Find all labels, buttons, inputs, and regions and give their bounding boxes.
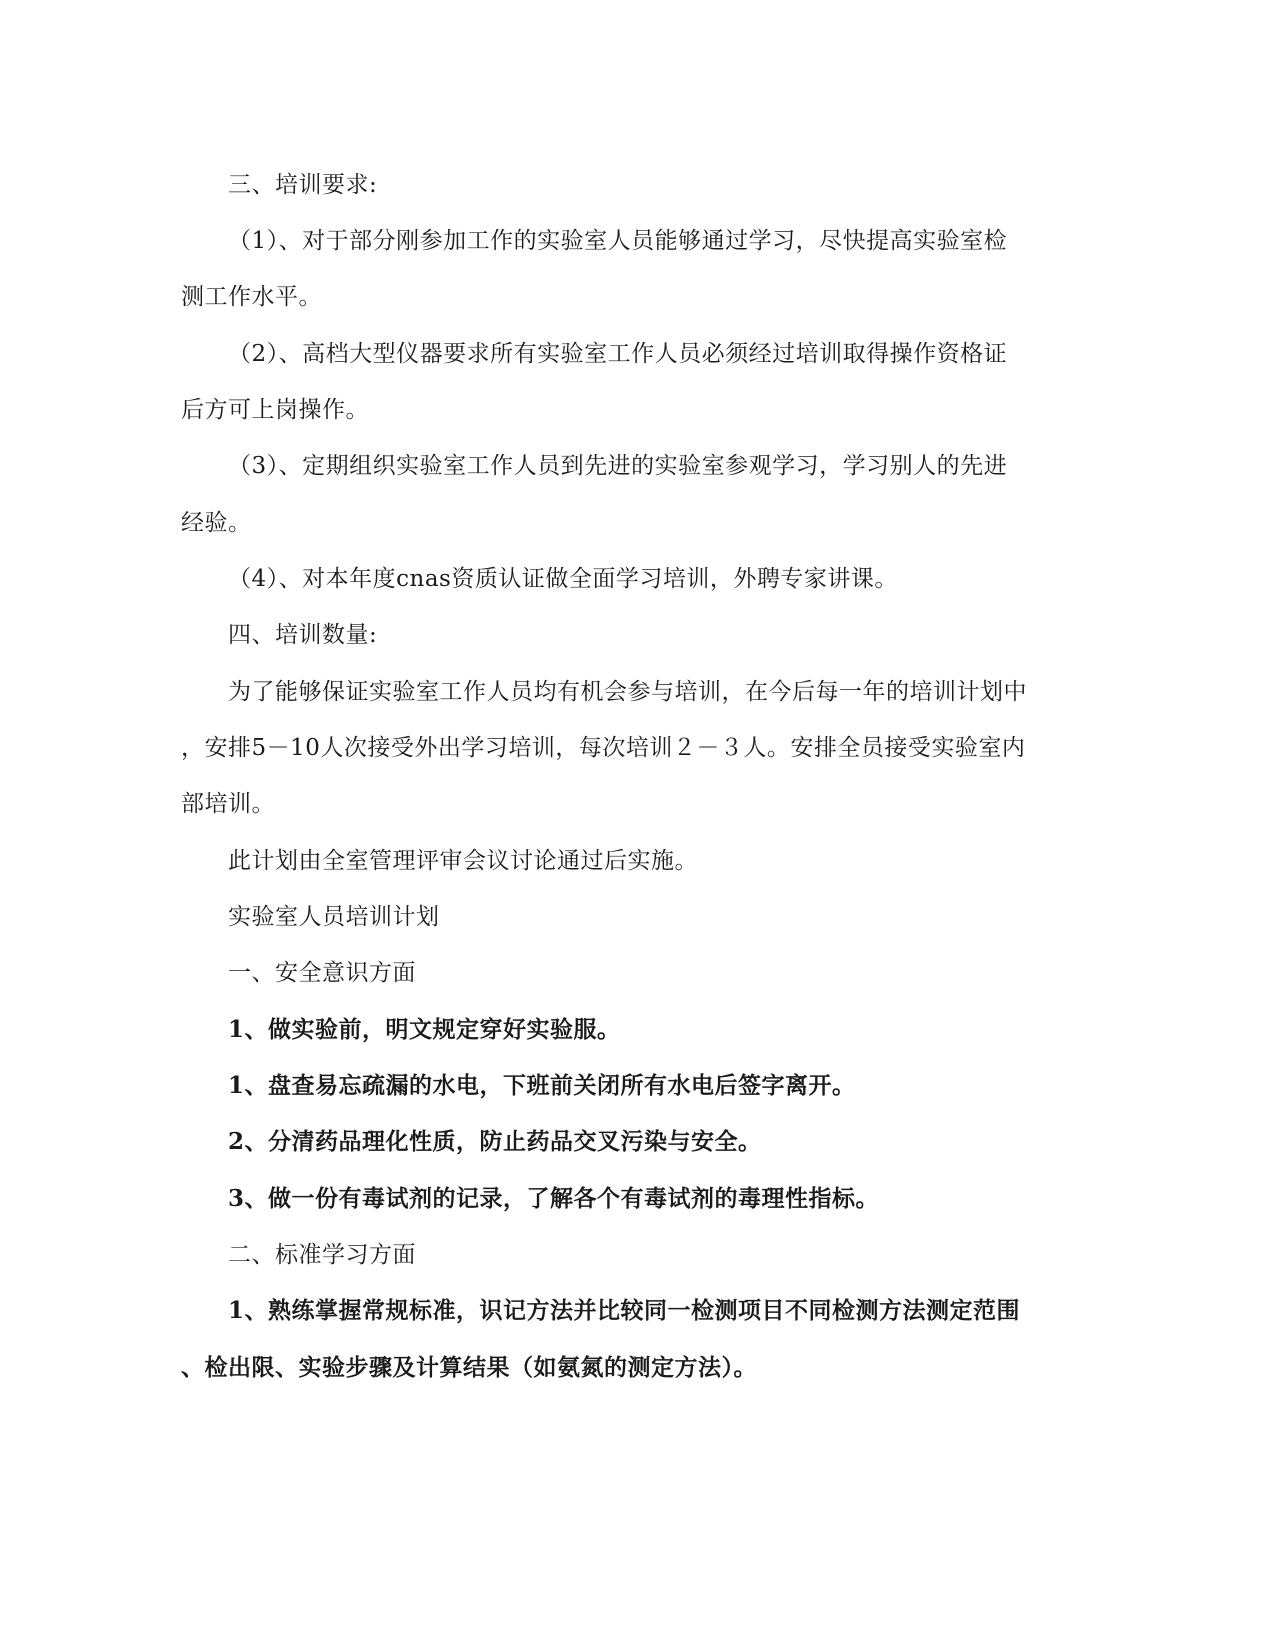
requirement-2-line-2: 后方可上岗操作。 xyxy=(181,397,369,423)
standards-item-1-line-1: 1、熟练掌握常规标准，识记方法并比较同一检测项目不同检测方法测定范围 xyxy=(228,1297,1021,1324)
quantity-paragraph-line-2: ，安排5－10人次接受外出学习培训，每次培训２－３人。安排全员接受实验室内 xyxy=(181,735,1026,761)
requirement-1-line-2: 测工作水平。 xyxy=(181,284,322,310)
requirement-2-line-1: （2）、高档大型仪器要求所有实验室工作人员必须经过培训取得操作资格证 xyxy=(228,341,1008,367)
section-heading-training-quantity: 四、培训数量: xyxy=(228,622,378,648)
section-heading-standards: 二、标准学习方面 xyxy=(228,1242,416,1268)
section-heading-safety: 一、安全意识方面 xyxy=(228,960,416,986)
requirement-3-line-2: 经验。 xyxy=(181,510,252,536)
approval-statement: 此计划由全室管理评审会议讨论通过后实施。 xyxy=(228,848,698,874)
requirement-3-line-1: （3）、定期组织实验室工作人员到先进的实验室参观学习，学习别人的先进 xyxy=(228,453,1008,479)
standards-item-1-line-2: 、检出限、实验步骤及计算结果（如氨氮的测定方法）。 xyxy=(181,1354,757,1381)
safety-item-4: 3、做一份有毒试剂的记录，了解各个有毒试剂的毒理性指标。 xyxy=(228,1185,880,1212)
quantity-paragraph-line-1: 为了能够保证实验室工作人员均有机会参与培训，在今后每一年的培训计划中 xyxy=(228,679,1027,705)
safety-item-2: 1、盘查易忘疏漏的水电，下班前关闭所有水电后签字离开。 xyxy=(228,1072,856,1099)
requirement-4: （4）、对本年度cnas资质认证做全面学习培训，外聘专家讲课。 xyxy=(228,566,898,592)
plan-title: 实验室人员培训计划 xyxy=(228,904,440,930)
safety-item-3: 2、分清药品理化性质，防止药品交叉污染与安全。 xyxy=(228,1128,762,1155)
requirement-1-line-1: （1）、对于部分刚参加工作的实验室人员能够通过学习，尽快提高实验室检 xyxy=(228,228,1008,254)
section-heading-training-requirements: 三、培训要求: xyxy=(228,172,378,198)
quantity-paragraph-line-3: 部培训。 xyxy=(181,791,275,817)
safety-item-1: 1、做实验前，明文规定穿好实验服。 xyxy=(228,1016,621,1043)
